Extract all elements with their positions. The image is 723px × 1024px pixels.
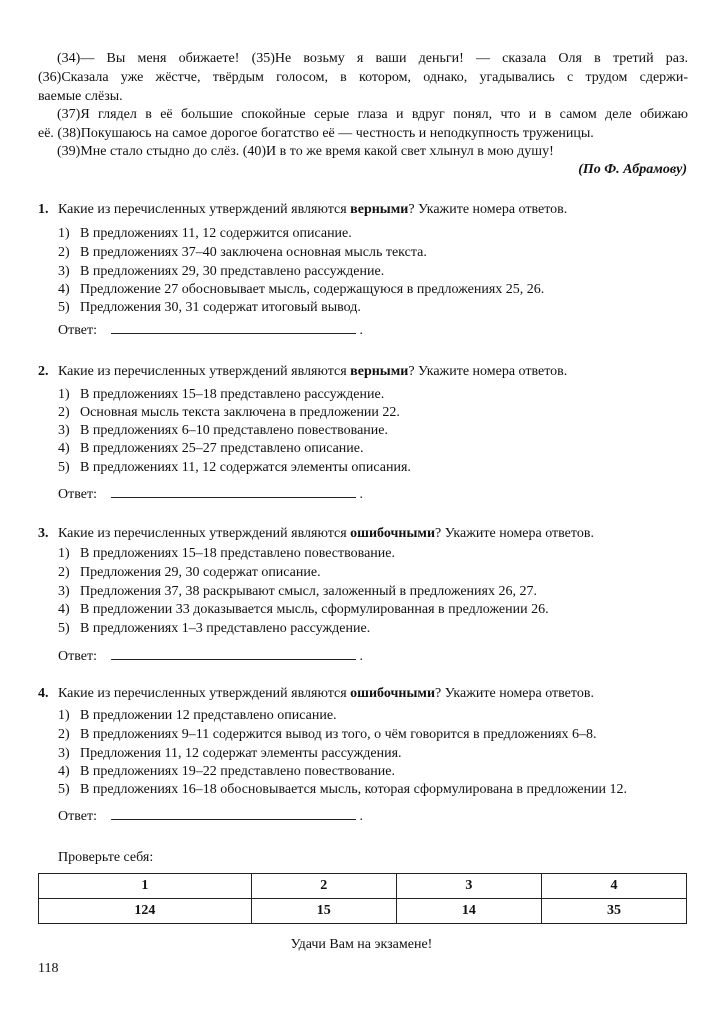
option: 3) Предложения 37, 38 раскрывают смысл, заложенный в предложениях 26, 27. <box>58 584 537 599</box>
option: 5) Предложения 30, 31 содержат итоговый вывод. <box>58 300 361 315</box>
passage-line: (34)— Вы меня обижаете! (35)Не возьму я ваши деньги! — сказала Оля в третий раз. <box>57 51 688 66</box>
table-cell: 35 <box>541 899 686 924</box>
question-text: Какие из перечисленных утверждений являются ошибочными? Укажите номера ответов. <box>58 686 594 701</box>
check-title: Проверьте себя: <box>58 850 154 865</box>
question-number: 1. <box>38 202 49 217</box>
closing-text: Удачи Вам на экзамене! <box>290 937 433 952</box>
option: 4) В предложениях 25–27 представлено описание. <box>58 441 364 456</box>
option: 4) В предложениях 19–22 представлено повествование. <box>58 764 395 779</box>
table-cell: 124 <box>39 899 252 924</box>
option: 2) В предложениях 9–11 содержится вывод из того, о чём говорится в предложениях 6–8. <box>58 727 597 742</box>
option: 2) Предложения 29, 30 содержат описание. <box>58 565 321 580</box>
answer-field[interactable]: Ответ: . <box>58 809 363 824</box>
question-text: Какие из перечисленных утверждений являются верными? Укажите номера ответов. <box>58 364 568 379</box>
passage-line: ваемые слёзы. <box>38 89 123 104</box>
table-cell: 15 <box>251 899 396 924</box>
table-header-cell: 1 <box>39 874 252 899</box>
question-number: 3. <box>38 526 49 541</box>
answer-field[interactable]: Ответ: . <box>58 649 363 664</box>
table-cell: 14 <box>396 899 541 924</box>
option: 3) В предложениях 6–10 представлено повествование. <box>58 423 388 438</box>
passage-line: (39)Мне стало стыдно до слёз. (40)И в то же время какой свет хлынул в мою душу! <box>57 144 554 159</box>
passage-line: (37)Я глядел в её большие спокойные серые глаза и вдруг понял, что и в самом деле обижаю <box>57 107 688 122</box>
option: 5) В предложениях 1–3 представлено рассуждение. <box>58 621 371 636</box>
table-header-cell: 4 <box>541 874 686 899</box>
answer-key-table <box>38 873 687 924</box>
answer-field[interactable]: Ответ: . <box>58 323 363 338</box>
passage-author: (По Ф. Абрамову) <box>578 162 687 177</box>
page-number: 118 <box>38 961 59 976</box>
option: 1) В предложениях 11, 12 содержится описание. <box>58 226 352 241</box>
option: 1) В предложениях 15–18 представлено рассуждение. <box>58 387 385 402</box>
table-header-cell: 3 <box>396 874 541 899</box>
option: 5) В предложениях 11, 12 содержатся элементы описания. <box>58 460 411 475</box>
passage-line: её. (38)Покушаюсь на самое дорогое богатство её — честность и неподкупность труженицы. <box>38 126 594 141</box>
table-header-cell: 2 <box>251 874 396 899</box>
question-text: Какие из перечисленных утверждений являются верными? Укажите номера ответов. <box>58 202 568 217</box>
option: 5) В предложениях 16–18 обосновывается мысль, которая сформулирована в предложении 12. <box>58 782 627 797</box>
passage-line: (36)Сказала уже жёстче, твёрдым голосом, в котором, однако, угадывались с трудом сдержи- <box>38 70 688 85</box>
option: 3) Предложения 11, 12 содержат элементы рассуждения. <box>58 746 402 761</box>
option: 4) В предложении 33 доказывается мысль, сформулированная в предложении 26. <box>58 602 549 617</box>
table-row <box>39 899 687 924</box>
question-text: Какие из перечисленных утверждений являются ошибочными? Укажите номера ответов. <box>58 526 594 541</box>
option: 2) В предложениях 37–40 заключена основная мысль текста. <box>58 245 427 260</box>
option: 1) В предложениях 15–18 представлено повествование. <box>58 546 395 561</box>
option: 3) В предложениях 29, 30 представлено рассуждение. <box>58 264 385 279</box>
option: 4) Предложение 27 обосновывает мысль, содержащуюся в предложениях 25, 26. <box>58 282 545 297</box>
option: 1) В предложении 12 представлено описание. <box>58 708 337 723</box>
question-number: 4. <box>38 686 49 701</box>
answer-field[interactable]: Ответ: . <box>58 487 363 502</box>
option: 2) Основная мысль текста заключена в предложении 22. <box>58 405 400 420</box>
table-header-row <box>39 874 687 899</box>
question-number: 2. <box>38 364 49 379</box>
